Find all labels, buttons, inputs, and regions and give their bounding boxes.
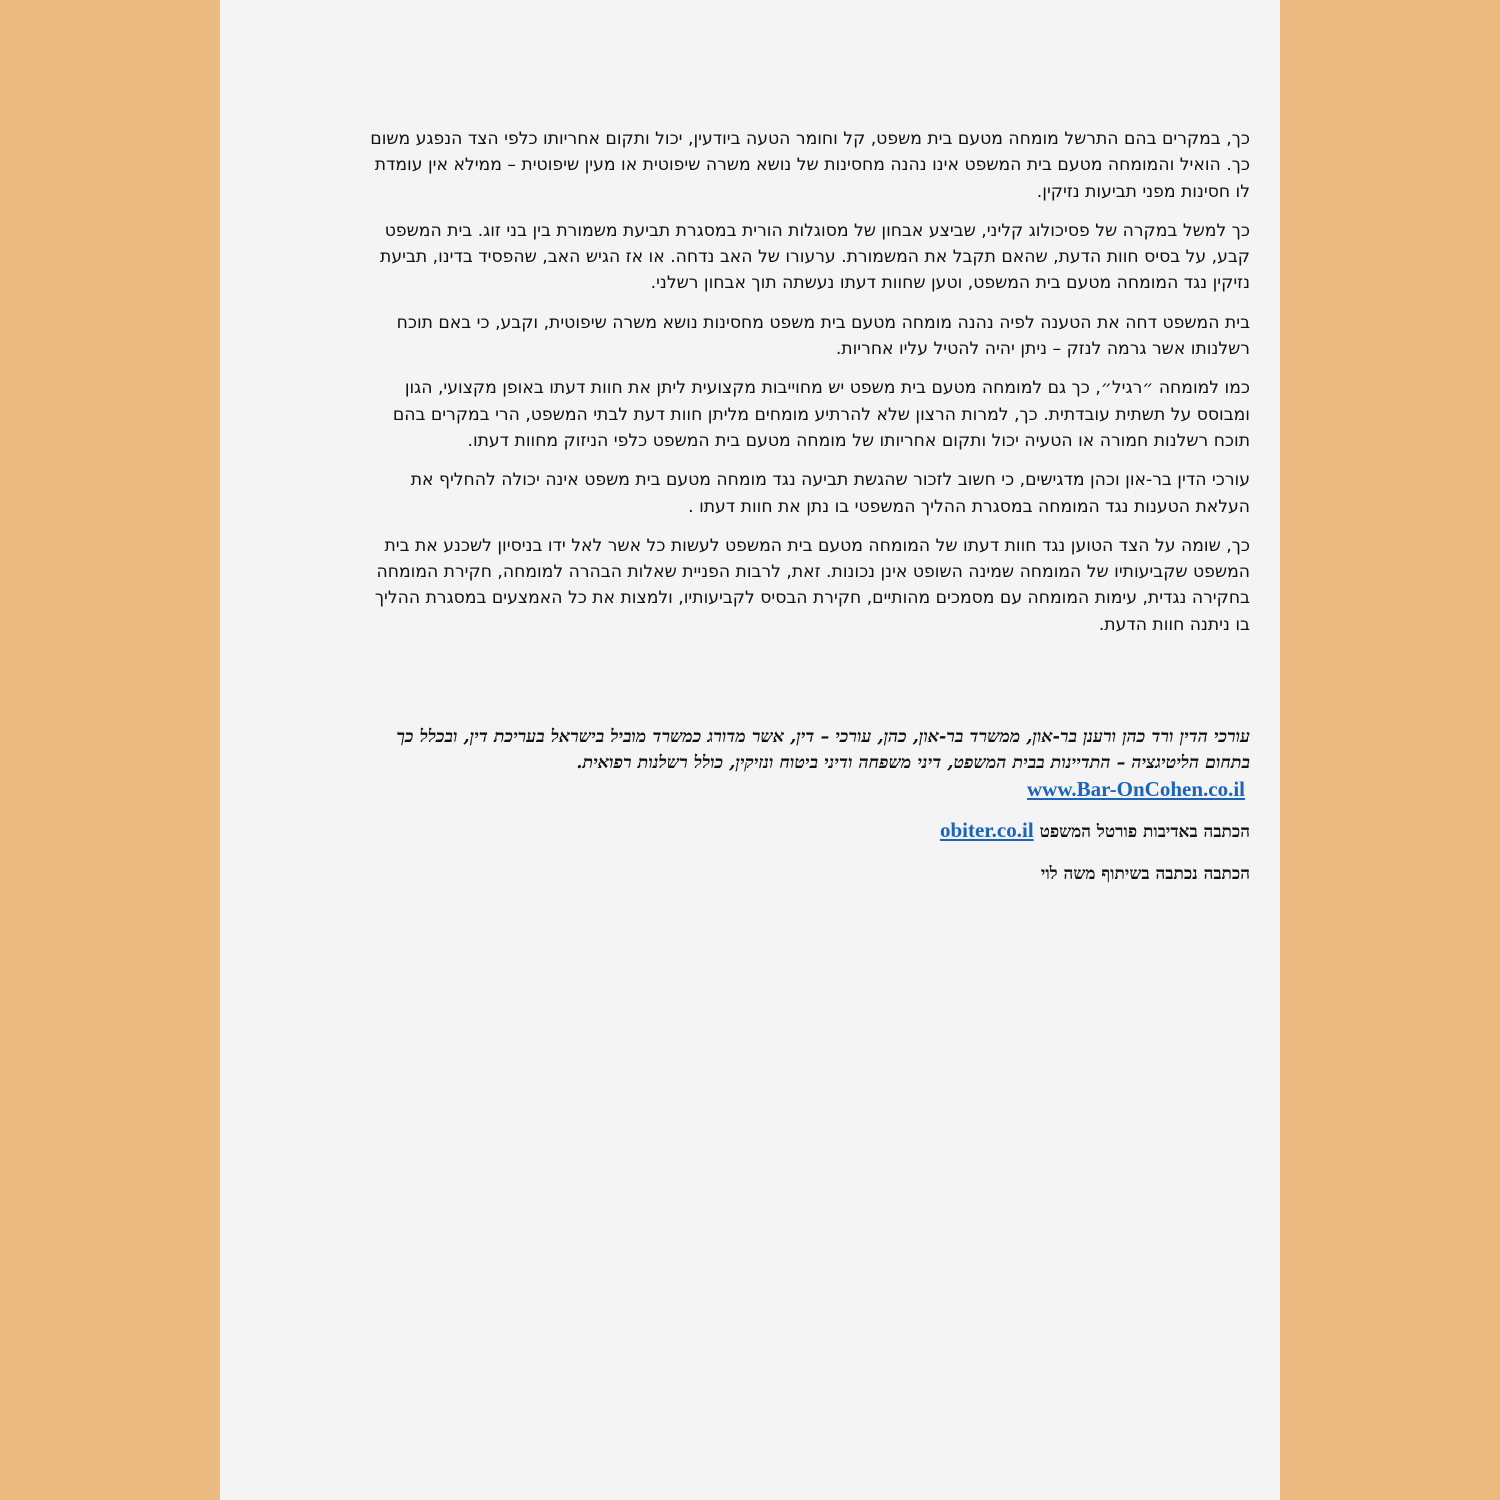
paragraph: כך למשל במקרה של פסיכולוג קליני, שביצע אבחון של מסוגלות הורית במסגרת תביעת משמורת בין בני זוג. בית המשפט קבע, על בסיס חוות הדעת, שהאם תקבל את המשמורת. ערעורו של האב נדחה. או אז הגיש האב, שהפסיד בדינו, תביעת נזיקין נגד המומחה מטעם בית המשפט, וטען שחוות דעתו נעשתה תוך אבחון רשלני. <box>380 220 1250 294</box>
author-bio-block <box>360 724 1250 802</box>
paragraph: כך, במקרים בהם התרשל מומחה מטעם בית משפט, קל וחומר הטעה ביודעין, יכול ותקום אחריותו כלפי הצד הנפגע משום כך. הואיל והמומחה מטעם בית המשפט אינו נהנה מחסינות של נושא משרה שיפוטית או מעין שיפוטית – ממילא אין עומדת לו חסינות מפני תביעות נזיקין. <box>370 129 1250 202</box>
obiter-link[interactable]: obiter.co.il <box>939 818 1034 843</box>
paragraph: כך, שומה על הצד הטוען נגד חוות דעתו של המומחה מטעם בית המשפט לעשות כל אשר לאל ידו בניסיון לשכנע את בית המשפט שקביעותיו של המומחה שמינה השופט אינן נכונות. זאת, לרבות הפניית שאלות הבהרה למומחה, חקירת המומחה בחקירה נגדית, עימות המומחה עם מסמכים מהותיים, חקירת הבסיס לקביעותיו, ולמצות את כל האמצעים במסגרת ההליך בו ניתנה חוות הדעת. <box>374 535 1250 635</box>
article-body <box>360 126 1250 888</box>
paragraph: עורכי הדין בר-און וכהן מדגישים, כי חשוב לזכור שהגשת תביעה נגד מומחה מטעם בית משפט אינה יכולה להחליף את העלאת הטענות נגד המומחה במסגרת ההליך המשפטי בו נתן את חוות דעתו . <box>410 470 1250 517</box>
courtesy-text: הכתבה באדיבות פורטל המשפט <box>1039 822 1250 843</box>
author-bio: עורכי הדין ורד כהן ורענן בר-און, ממשרד בר-און, כהן, עורכי – דין, אשר מדורג כמשרד מוביל בישראל בעריכת דין, ובכלל כך בתחום הליטיגציה – התדיינות בבית המשפט, דיני משפחה ודיני ביטוח ונזיקין, כולל רשלנות רפואית. <box>396 727 1250 774</box>
paragraph: כמו למומחה ״רגיל״, כך גם למומחה מטעם בית משפט יש מחוייבות מקצועית ליתן את חוות דעתו באופן מקצועי, הגון ומבוסס על תשתית עובדתית. כך, למרות הרצון שלא להרתיע מומחים מליתן חוות דעת לבתי המשפט, הרי במקרים בהם תוכח רשלנות חמורה או הטעיה יכול ותקום אחריותו של מומחה מטעם בית המשפט כלפי הניזוק מחוות דעתו. <box>392 378 1250 451</box>
courtesy-line <box>360 816 1250 846</box>
document-page <box>220 0 1280 1500</box>
paragraph: בית המשפט דחה את הטענה לפיה נהנה מומחה מטעם בית משפט מחסינות נושא משרה שיפוטית, וקבע, כי באם תוכח רשלנותו אשר גרמה לנזק – ניתן יהיה להטיל עליו אחריות. <box>396 312 1250 360</box>
coauthor-line: הכתבה נכתבה בשיתוף משה לוי <box>1040 864 1250 885</box>
website-link[interactable]: www.Bar-OnCohen.co.il <box>1027 777 1245 802</box>
